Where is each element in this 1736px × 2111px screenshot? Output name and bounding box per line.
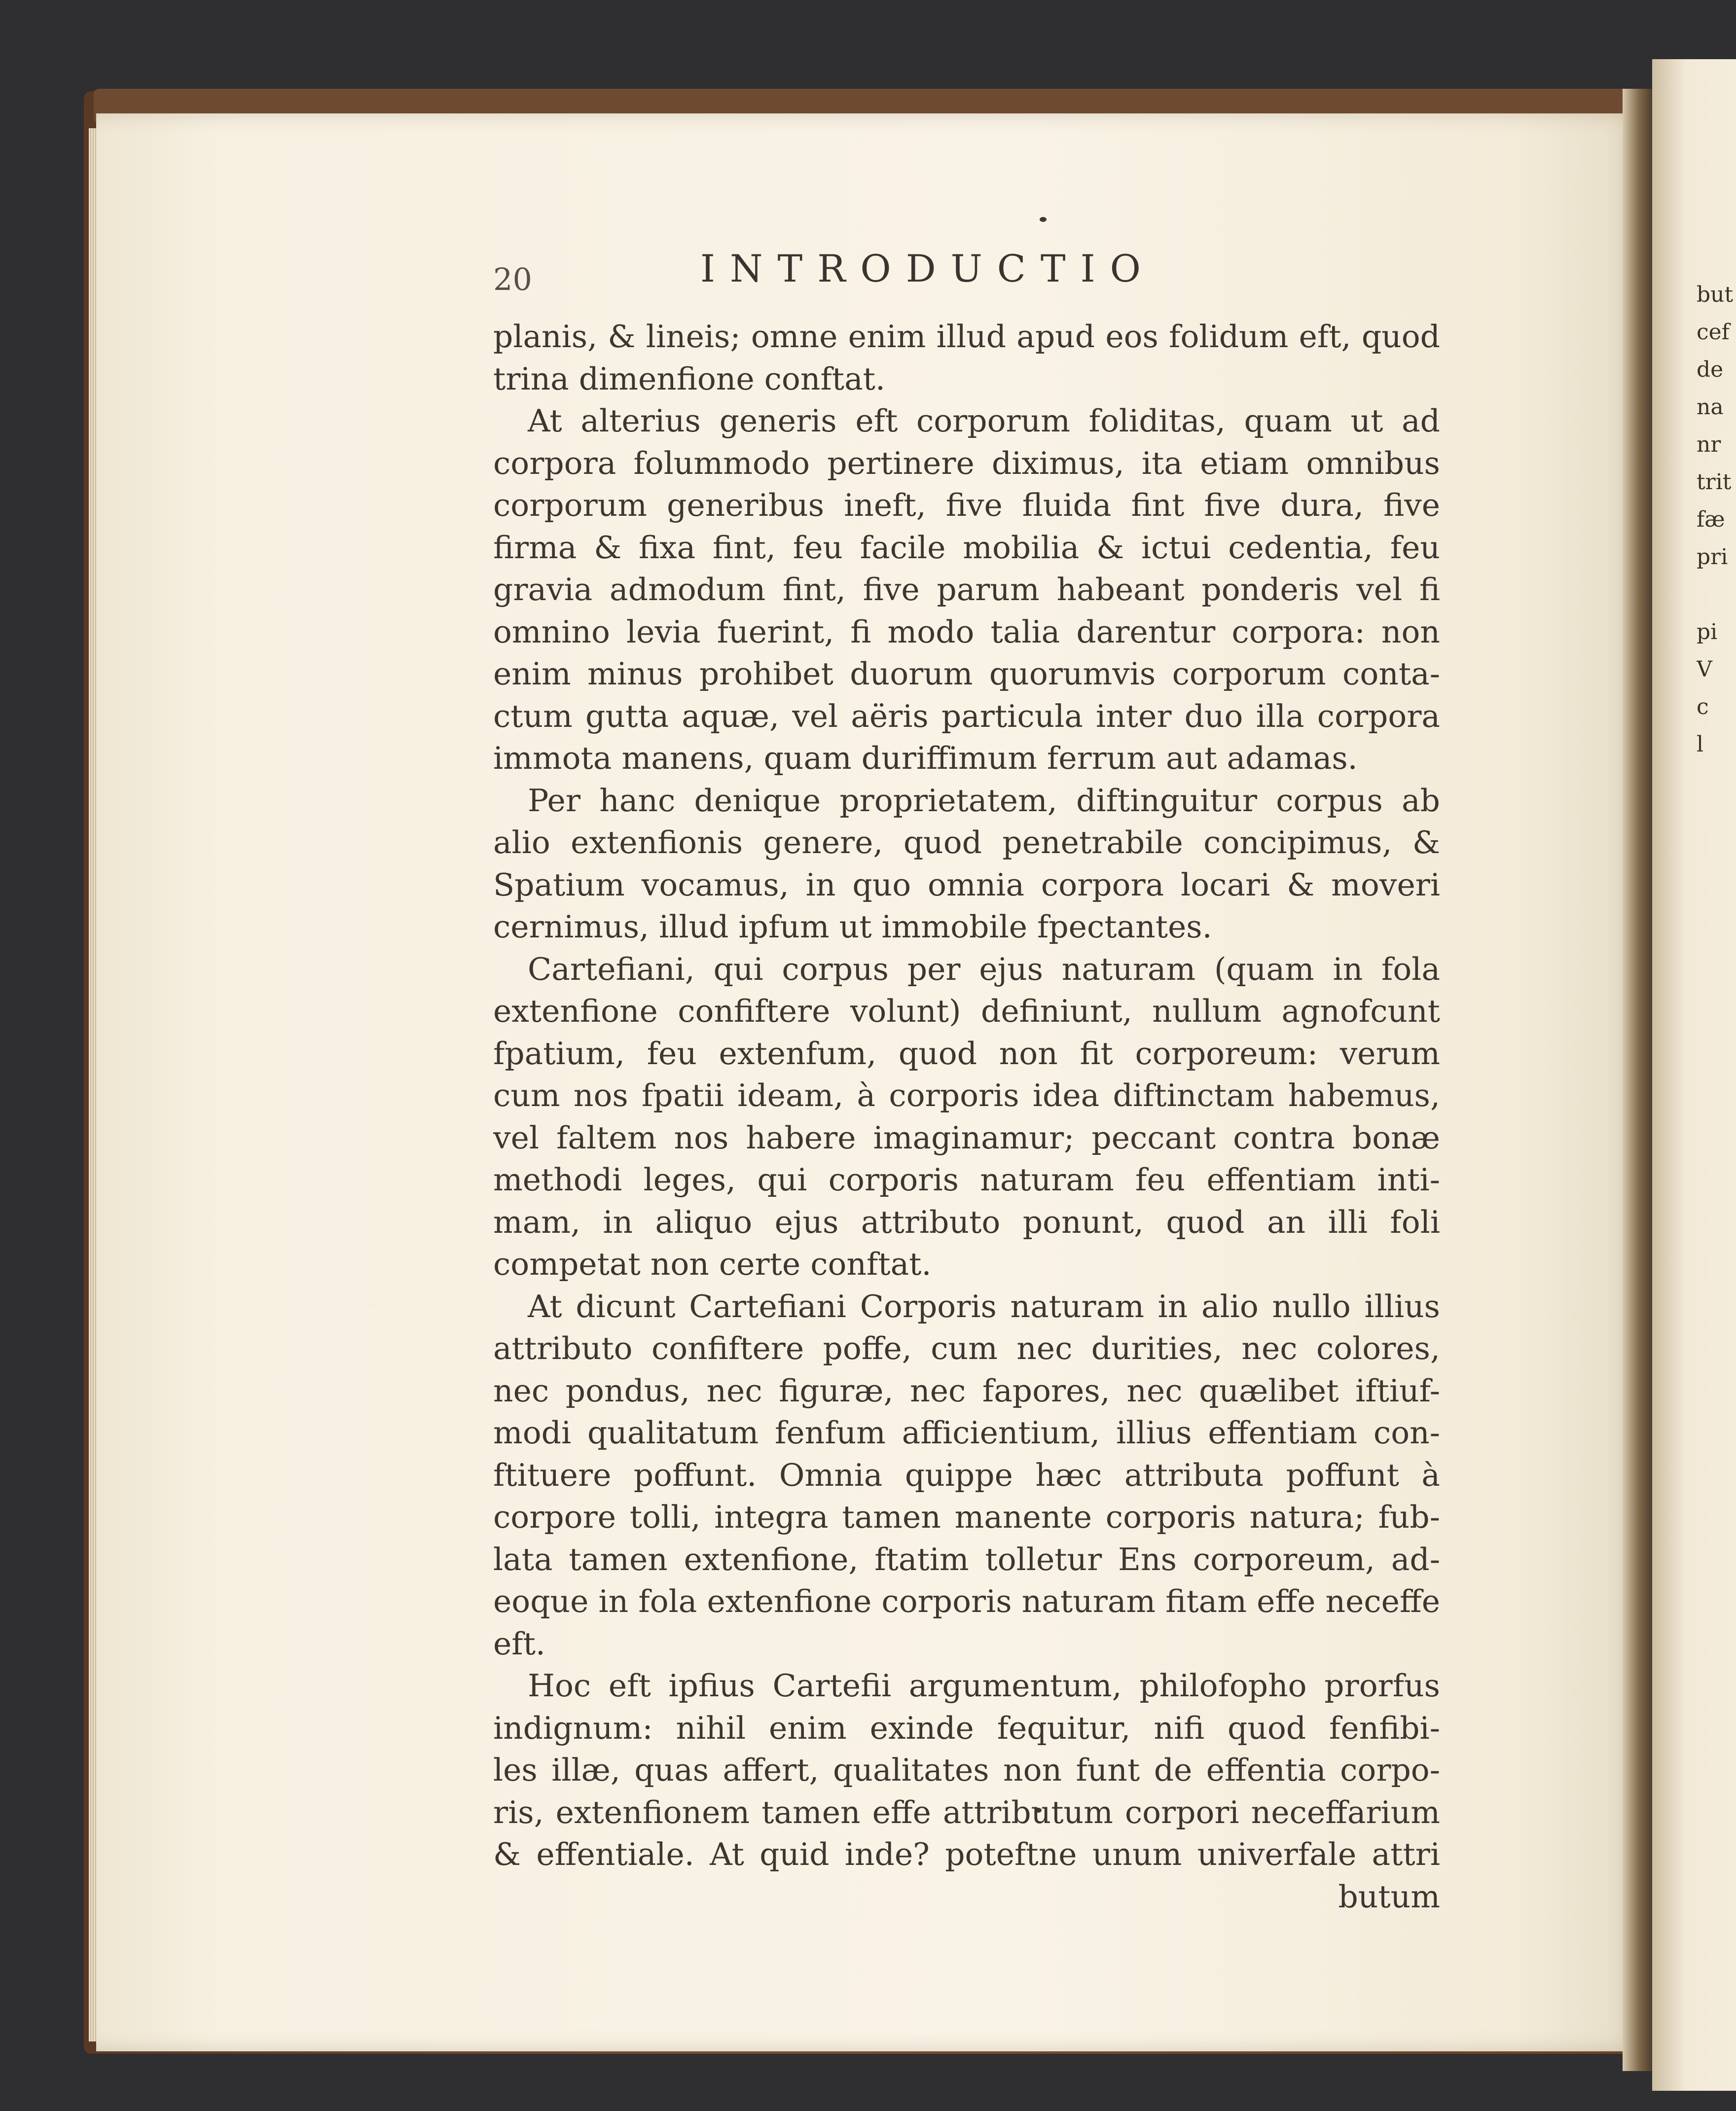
facing-line-fragment: V xyxy=(1697,657,1712,682)
text-line: cum nos fpatii ideam, à corporis idea diftinctam habemus, xyxy=(493,1077,1440,1113)
text-line: nec pondus, nec figuræ, nec fapores, nec quælibet iftiuf- xyxy=(493,1372,1440,1409)
text-line: modi qualitatum fenfum afficientium, illius effentiam con- xyxy=(493,1415,1440,1451)
facing-line-fragment: pri xyxy=(1697,544,1728,570)
text-line: & effentiale. At quid inde? poteftne unum univerfale attri xyxy=(493,1836,1440,1872)
text-line: planis, & lineis; omne enim illud apud eos folidum eft, quod xyxy=(493,319,1440,355)
facing-page-text xyxy=(1697,276,1736,763)
text-line: fpatium, feu extenfum, quod non fit corporeum: verum xyxy=(493,1035,1440,1072)
text-line: Per hanc denique proprietatem, diftinguitur corpus ab xyxy=(528,782,1440,819)
catchword: butum xyxy=(1338,1878,1440,1915)
facing-line-fragment: cef xyxy=(1697,320,1730,345)
text-line: omnino levia fuerint, fi modo talia darentur corpora: non xyxy=(493,613,1440,650)
text-line: Cartefiani, qui corpus per ejus naturam (quam in fola xyxy=(528,951,1440,987)
text-line: ftituere poffunt. Omnia quippe hæc attributa poffunt à xyxy=(493,1457,1440,1493)
text-line: indignum: nihil enim exinde fequitur, nifi quod fenfibi- xyxy=(493,1710,1440,1746)
text-line: gravia admodum fint, five parum habeant ponderis vel fi xyxy=(493,572,1440,608)
text-line: corporum generibus ineft, five fluida fint five dura, five xyxy=(493,487,1440,523)
text-line: trina dimenfione conftat. xyxy=(493,360,885,397)
body-text xyxy=(493,316,1440,1918)
text-line: corpora folummodo pertinere diximus, ita etiam omnibus xyxy=(493,445,1440,481)
text-line: vel faltem nos habere imaginamur; peccant contra bonæ xyxy=(493,1119,1440,1156)
page-header xyxy=(493,242,1440,316)
facing-line-fragment: nr xyxy=(1697,432,1721,457)
text-line: les illæ, quas affert, qualitates non funt de effentia corpo- xyxy=(493,1752,1440,1788)
text-line: alio extenfionis genere, quod penetrabile concipimus, & xyxy=(493,824,1440,860)
text-line: ctum gutta aquæ, vel aëris particula inter duo illa corpora xyxy=(493,698,1440,734)
text-line: eoque in fola extenfione corporis naturam fitam effe neceffe xyxy=(493,1583,1440,1619)
facing-line-fragment: na xyxy=(1697,394,1724,420)
facing-line-fragment: de xyxy=(1697,357,1724,382)
facing-line-fragment: c xyxy=(1697,694,1709,719)
page-number: 20 xyxy=(493,261,532,297)
running-title: INTRODUCTIO xyxy=(700,247,1156,290)
text-line: ris, extenfionem tamen effe attributum corpori neceffarium xyxy=(493,1794,1440,1830)
facing-line-fragment: fæ xyxy=(1697,507,1725,532)
text-line: firma & fixa fint, feu facile mobilia & ictui cedentia, feu xyxy=(493,529,1440,566)
facing-line-fragment: trit xyxy=(1697,469,1732,495)
text-line: corpore tolli, integra tamen manente corporis natura; fub- xyxy=(493,1499,1440,1535)
text-line: Spatium vocamus, in quo omnia corpora locari & moveri xyxy=(493,866,1440,903)
facing-line-fragment: but xyxy=(1697,282,1734,307)
text-line: mam, in aliquo ejus attributo ponunt, quod an illi foli xyxy=(493,1204,1440,1240)
text-line: attributo confiftere poffe, cum nec durities, nec colores, xyxy=(493,1330,1440,1366)
text-line: eft. xyxy=(493,1625,545,1662)
text-line: enim minus prohibet duorum quorumvis corporum conta- xyxy=(493,656,1440,692)
text-line: extenfione confiftere volunt) definiunt, nullum agnofcunt xyxy=(493,993,1440,1029)
text-line: Hoc eft ipfius Cartefii argumentum, philofopho prorfus xyxy=(528,1668,1440,1704)
text-line: methodi leges, qui corporis naturam feu effentiam inti- xyxy=(493,1162,1440,1198)
facing-line-fragment: pi xyxy=(1697,619,1718,644)
facing-line-fragment: l xyxy=(1697,732,1704,757)
text-line: At dicunt Cartefiani Corporis naturam in alio nullo illius xyxy=(528,1288,1440,1324)
text-line: lata tamen extenfione, ftatim tolletur Ens corporeum, ad- xyxy=(493,1541,1440,1577)
facing-line-fragment xyxy=(1697,576,1736,613)
text-line: competat non certe conftat. xyxy=(493,1246,932,1282)
text-line: cernimus, illud ipfum ut immobile fpectantes. xyxy=(493,909,1212,945)
printer-mark xyxy=(1040,217,1047,222)
text-line: immota manens, quam duriffimum ferrum aut adamas. xyxy=(493,740,1358,776)
text-line: At alterius generis eft corporum foliditas, quam ut ad xyxy=(528,403,1440,439)
text-block xyxy=(493,242,1440,1918)
